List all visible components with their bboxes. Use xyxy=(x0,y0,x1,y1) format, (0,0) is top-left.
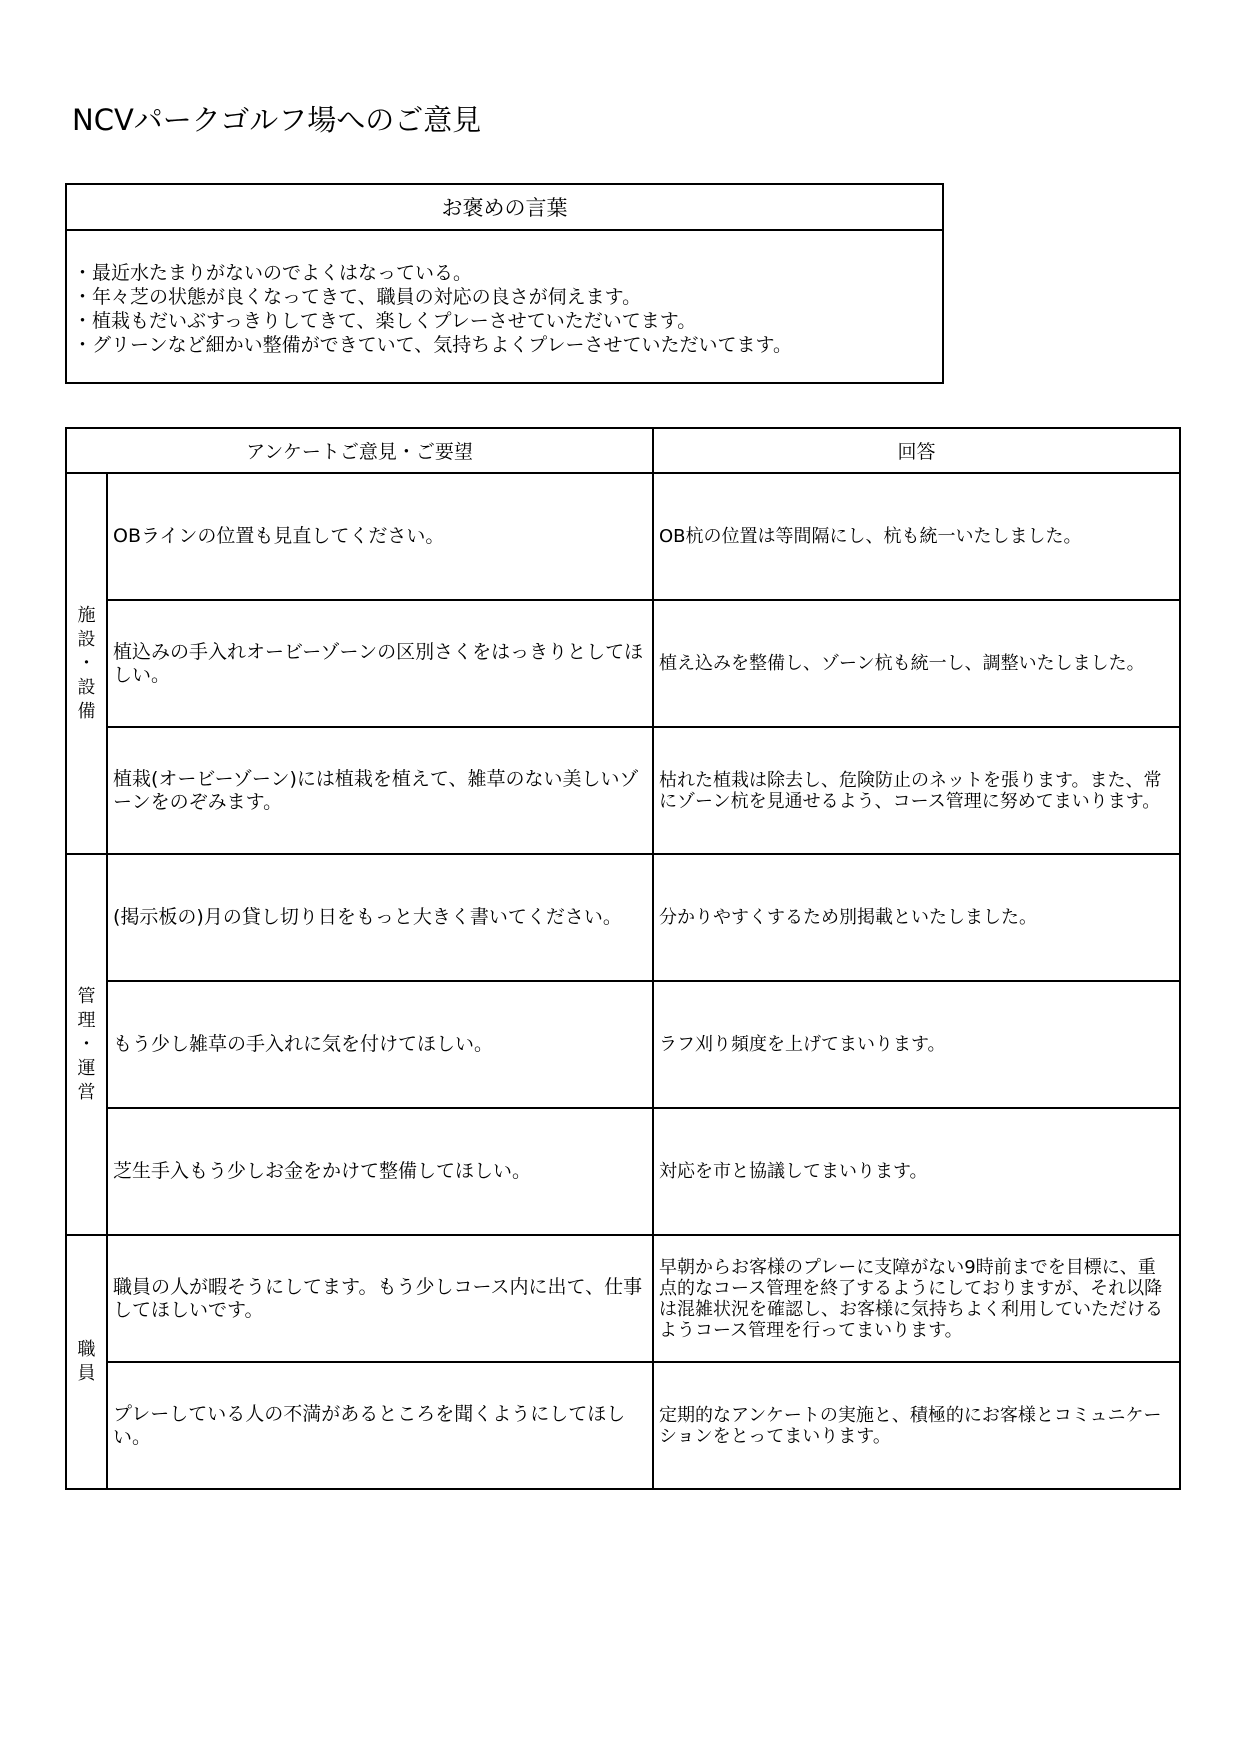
category-char: 備 xyxy=(77,700,96,722)
table-header-row xyxy=(66,428,1180,473)
request-cell: もう少し雑草の手入れに気を付けてほしい。 xyxy=(107,981,653,1108)
praise-header: お褒めの言葉 xyxy=(67,185,942,231)
praise-item: ・グリーンなど細かい整備ができていて、気持ちよくプレーさせていただいてます。 xyxy=(73,334,792,356)
request-column-header: アンケートご意見・ご要望 xyxy=(66,428,653,473)
category-char: 理 xyxy=(77,1009,96,1031)
answer-cell: 定期的なアンケートの実施と、積極的にお客様とコミュニケーションをとってまいります。 xyxy=(653,1362,1180,1489)
page-title: NCVパークゴルフ場へのご意見 xyxy=(72,103,482,137)
category-char: 管 xyxy=(77,985,96,1007)
table-row xyxy=(66,1362,1180,1489)
table-row xyxy=(66,727,1180,854)
category-char: ・ xyxy=(77,1033,96,1055)
request-cell: 植込みの手入れオービーゾーンの区別さくをはっきりとしてほしい。 xyxy=(107,600,653,727)
table-row xyxy=(66,600,1180,727)
feedback-table xyxy=(65,427,1181,1490)
praise-item: ・年々芝の状態が良くなってきて、職員の対応の良さが伺えます。 xyxy=(73,286,642,308)
answer-cell: ラフ刈り頻度を上げてまいります。 xyxy=(653,981,1180,1108)
answer-cell: 枯れた植栽は除去し、危険防止のネットを張ります。また、常にゾーン杭を見通せるよう、コース管理に努めてまいります。 xyxy=(653,727,1180,854)
answer-cell: 早朝からお客様のプレーに支障がない9時前までを目標に、重点的なコース管理を終了するようにしておりますが、それ以降は混雑状況を確認し、お客様に気持ちよく利用していただけるようコース管理を行ってまいります。 xyxy=(653,1235,1180,1362)
answer-cell: 植え込みを整備し、ゾーン杭も統一し、調整いたしました。 xyxy=(653,600,1180,727)
category-char: 職 xyxy=(77,1339,96,1360)
table-row xyxy=(66,854,1180,981)
request-cell: (掲示板の)月の貸し切り日をもっと大きく書いてください。 xyxy=(107,854,653,981)
request-cell: 植栽(オービーゾーン)には植栽を植えて、雑草のない美しいゾーンをのぞみます。 xyxy=(107,727,653,854)
category-char: ・ xyxy=(77,652,96,674)
request-cell: プレーしている人の不満があるところを聞くようにしてほしい。 xyxy=(107,1362,653,1489)
table-row xyxy=(66,1235,1180,1362)
praise-item: ・最近水たまりがないのでよくはなっている。 xyxy=(73,262,473,284)
answer-cell: OB杭の位置は等間隔にし、杭も統一いたしました。 xyxy=(653,473,1180,600)
table-row xyxy=(66,981,1180,1108)
category-facilities xyxy=(66,473,107,854)
category-char: 運 xyxy=(77,1057,96,1079)
praise-section xyxy=(65,183,944,384)
praise-list xyxy=(67,231,942,357)
answer-column-header: 回答 xyxy=(653,428,1180,473)
table-row xyxy=(66,1108,1180,1235)
category-char: 営 xyxy=(77,1081,96,1103)
category-char: 設 xyxy=(77,676,96,698)
request-cell: OBラインの位置も見直してください。 xyxy=(107,473,653,600)
category-management xyxy=(66,854,107,1235)
request-cell: 職員の人が暇そうにしてます。もう少しコース内に出て、仕事してほしいです。 xyxy=(107,1235,653,1362)
answer-cell: 対応を市と協議してまいります。 xyxy=(653,1108,1180,1235)
request-cell: 芝生手入もう少しお金をかけて整備してほしい。 xyxy=(107,1108,653,1235)
table-row xyxy=(66,473,1180,600)
answer-cell: 分かりやすくするため別掲載といたしました。 xyxy=(653,854,1180,981)
praise-item: ・植栽もだいぶすっきりしてきて、楽しくプレーさせていただいてます。 xyxy=(73,310,697,332)
category-char: 設 xyxy=(77,628,96,650)
category-staff xyxy=(66,1235,107,1489)
category-char: 施 xyxy=(77,604,96,626)
category-char: 員 xyxy=(77,1363,96,1384)
